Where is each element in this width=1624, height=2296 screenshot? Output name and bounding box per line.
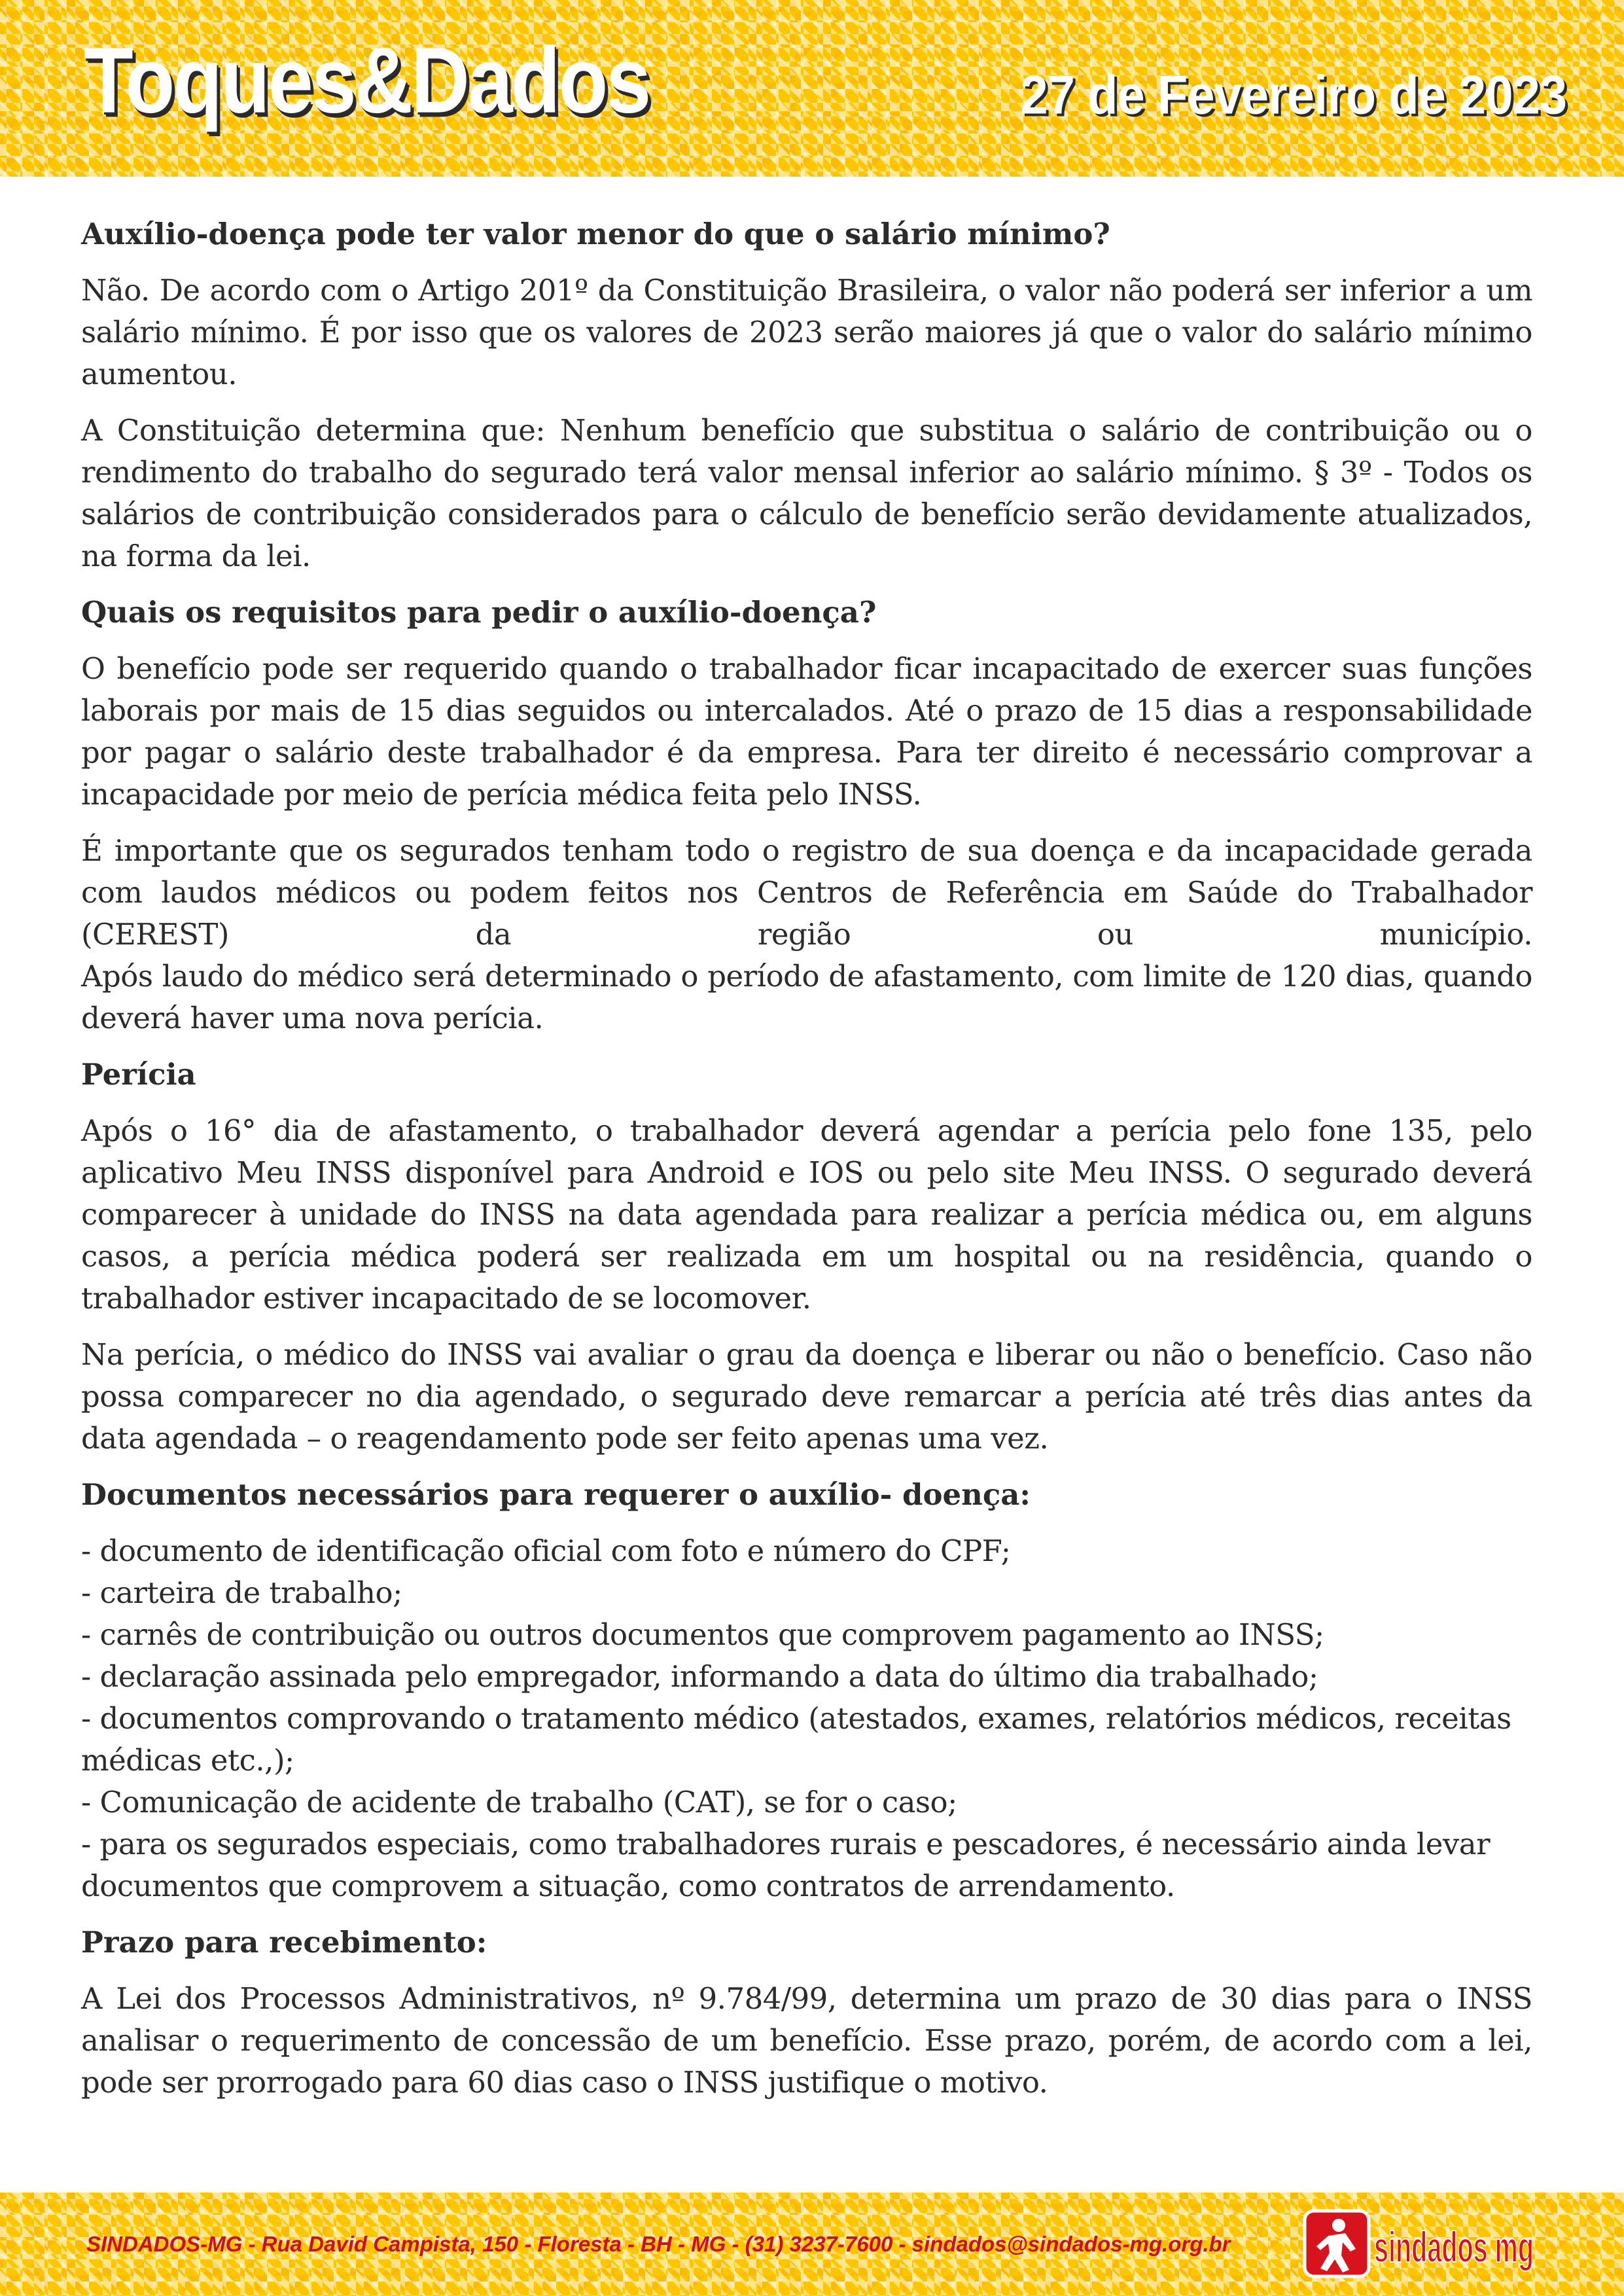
- sindados-logo: [1302, 2207, 1538, 2280]
- issue-date: 27 de Fevereiro de 2023: [1020, 64, 1566, 126]
- paragraph: A Constituição determina que: Nenhum benefício que substitua o salário de contribuição ou o rendimento do trabalho do segurado terá valor mensal inferior ao salário mínimo. § 3º - Todos os salários de contribuição considerados para o cálculo de benefício serão devidamente atualizados, na forma da lei.: [81, 413, 1532, 573]
- documents-list: [81, 1530, 1532, 1907]
- logo-wordmark: sindados mg: [1374, 2223, 1534, 2271]
- list-item: - carnês de contribuição ou outros documentos que comprovem pagamento ao INSS;: [81, 1617, 1324, 1652]
- footer-contact: SINDADOS-MG - Rua David Campista, 150 - Floresta - BH - MG - (31) 3237-7600 - sindados@sindados-mg.org.br: [86, 2232, 1231, 2256]
- header-band: [0, 0, 1624, 177]
- paragraph: O benefício pode ser requerido quando o trabalhador ficar incapacitado de exercer suas funções laborais por mais de 15 dias seguidos ou intercalados. Até o prazo de 15 dias a responsabilidade por pagar o salário deste trabalhador é da empresa. Para ter direito é necessário comprovar a incapacidade por meio de perícia médica feita pelo INSS.: [81, 651, 1532, 812]
- section-heading-deadline: Prazo para recebimento:: [81, 1925, 487, 1960]
- list-item: - carteira de trabalho;: [81, 1575, 402, 1610]
- paragraph: Não. De acordo com o Artigo 201º da Constituição Brasileira, o valor não poderá ser inferior a um salário mínimo. É por isso que os valores de 2023 serão maiores já que o valor do salário mínimo aumentou.: [81, 273, 1532, 391]
- list-item: - documento de identificação oficial com foto e número do CPF;: [81, 1534, 1011, 1568]
- section-heading-pericia: Perícia: [81, 1057, 196, 1092]
- list-item: - declaração assinada pelo empregador, informando a data do último dia trabalhado;: [81, 1659, 1318, 1694]
- list-item: - para os segurados especiais, como trabalhadores rurais e pescadores, é necessário ainda levar documentos que comprovem a situação, como contratos de arrendamento.: [81, 1827, 1491, 1903]
- paragraph: Após laudo do médico será determinado o período de afastamento, com limite de 120 dias, quando deverá haver uma nova perícia.: [81, 959, 1532, 1035]
- paragraph: É importante que os segurados tenham todo o registro de sua doença e da incapacidade gerada com laudos médicos ou podem feitos nos Centros de Referência em Saúde do Trabalhador (CEREST) da região ou município.: [81, 833, 1532, 952]
- article-body: [81, 213, 1532, 2118]
- brand-title: Toques&Dados: [84, 28, 650, 133]
- section-heading-requirements: Quais os requisitos para pedir o auxílio-doença?: [81, 595, 877, 630]
- paragraph: Após o 16° dia de afastamento, o trabalhador deverá agendar a perícia pelo fone 135, pelo aplicativo Meu INSS disponível para Android e IOS ou pelo site Meu INSS. O segurado deverá comparecer à unidade do INSS na data agendada para realizar a perícia médica ou, em alguns casos, a perícia médica poderá ser realizada em um hospital ou na residência, quando o trabalhador estiver incapacitado de se locomover.: [81, 1113, 1532, 1316]
- section-heading-minimum-wage: Auxílio-doença pode ter valor menor do que o salário mínimo?: [81, 217, 1110, 251]
- list-item: - documentos comprovando o tratamento médico (atestados, exames, relatórios médicos, receitas médicas etc.,);: [81, 1701, 1511, 1778]
- paragraph: A Lei dos Processos Administrativos, nº 9.784/99, determina um prazo de 30 dias para o INSS analisar o requerimento de concessão de um benefício. Esse prazo, porém, de acordo com a lei, pode ser prorrogado para 60 dias caso o INSS justifique o motivo.: [81, 1981, 1532, 2100]
- paragraph: Na perícia, o médico do INSS vai avaliar o grau da doença e liberar ou não o benefício. Caso não possa comparecer no dia agendado, o segurado deve remarcar a perícia até três dias antes da data agendada – o reagendamento pode ser feito apenas uma vez.: [81, 1337, 1532, 1456]
- list-item: - Comunicação de acidente de trabalho (CAT), se for o caso;: [81, 1785, 957, 1820]
- section-heading-documents: Documentos necessários para requerer o auxílio- doença:: [81, 1477, 1031, 1512]
